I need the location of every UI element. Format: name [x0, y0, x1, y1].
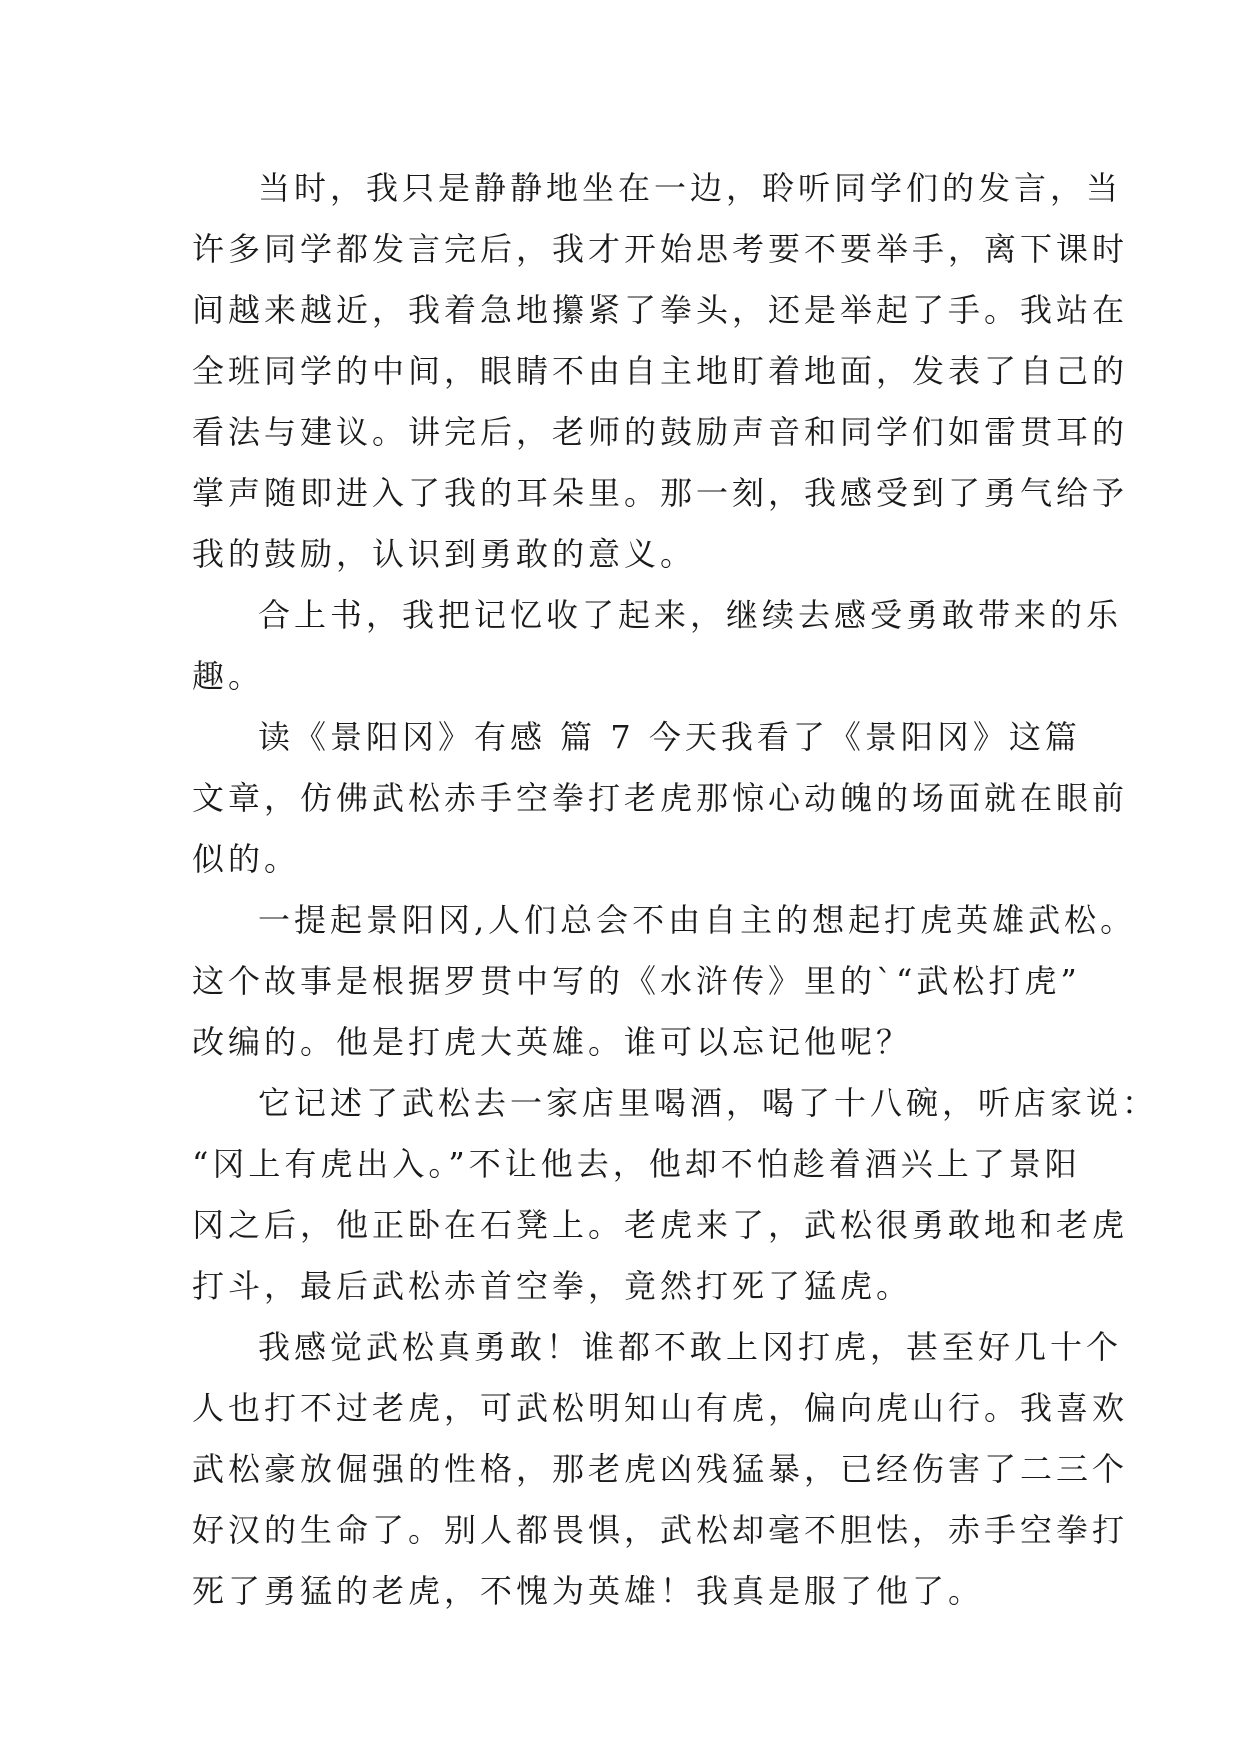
text-line: “冈上有虎出入。”不让他去，他却不怕趁着酒兴上了景阳	[192, 1145, 1081, 1183]
paragraph-first-line: 当时，我只是静静地坐在一边，聆听同学们的发言，当	[258, 169, 1123, 207]
paragraph-first-line: 读《景阳冈》有感 篇 7 今天我看了《景阳冈》这篇	[258, 718, 1081, 756]
text-line: 冈之后，他正卧在石凳上。老虎来了，武松很勇敢地和老虎	[192, 1206, 1129, 1244]
text-line: 全班同学的中间，眼睛不由自主地盯着地面，发表了自己的	[192, 352, 1129, 390]
text-line: 打斗，最后武松赤首空拳，竟然打死了猛虎。	[192, 1267, 913, 1305]
essay-text	[192, 158, 1159, 1622]
paragraph-first-line: 它记述了武松去一家店里喝酒，喝了十八碗，听店家说：	[258, 1084, 1159, 1122]
paragraph-first-line: 合上书，我把记忆收了起来，继续去感受勇敢带来的乐	[258, 596, 1123, 634]
text-line: 死了勇猛的老虎，不愧为英雄！我真是服了他了。	[192, 1572, 985, 1610]
text-line: 许多同学都发言完后，我才开始思考要不要举手，离下课时	[192, 230, 1129, 268]
text-line: 我的鼓励，认识到勇敢的意义。	[192, 535, 697, 573]
text-line: 文章，仿佛武松赤手空拳打老虎那惊心动魄的场面就在眼前	[192, 779, 1129, 817]
paragraph-first-line: 一提起景阳冈,人们总会不由自主的想起打虎英雄武松。	[258, 901, 1137, 939]
text-line: 间越来越近，我着急地攥紧了拳头，还是举起了手。我站在	[192, 291, 1129, 329]
text-line: 人也打不过老虎，可武松明知山有虎，偏向虎山行。我喜欢	[192, 1389, 1129, 1427]
text-line: 改编的。他是打虎大英雄。谁可以忘记他呢？	[192, 1023, 913, 1061]
text-line: 看法与建议。讲完后，老师的鼓励声音和同学们如雷贯耳的	[192, 413, 1129, 451]
paragraph-first-line: 我感觉武松真勇敢！谁都不敢上冈打虎，甚至好几十个	[258, 1328, 1123, 1366]
text-line: 这个故事是根据罗贯中写的《水浒传》里的`“武松打虎”	[192, 962, 1081, 1000]
text-line: 掌声随即进入了我的耳朵里。那一刻，我感受到了勇气给予	[192, 474, 1129, 512]
text-line: 趣。	[192, 657, 265, 695]
text-line: 似的。	[192, 840, 301, 878]
text-line: 好汉的生命了。别人都畏惧，武松却毫不胆怯，赤手空拳打	[192, 1511, 1129, 1549]
text-line: 武松豪放倔强的性格，那老虎凶残猛暴，已经伤害了二三个	[192, 1450, 1129, 1488]
